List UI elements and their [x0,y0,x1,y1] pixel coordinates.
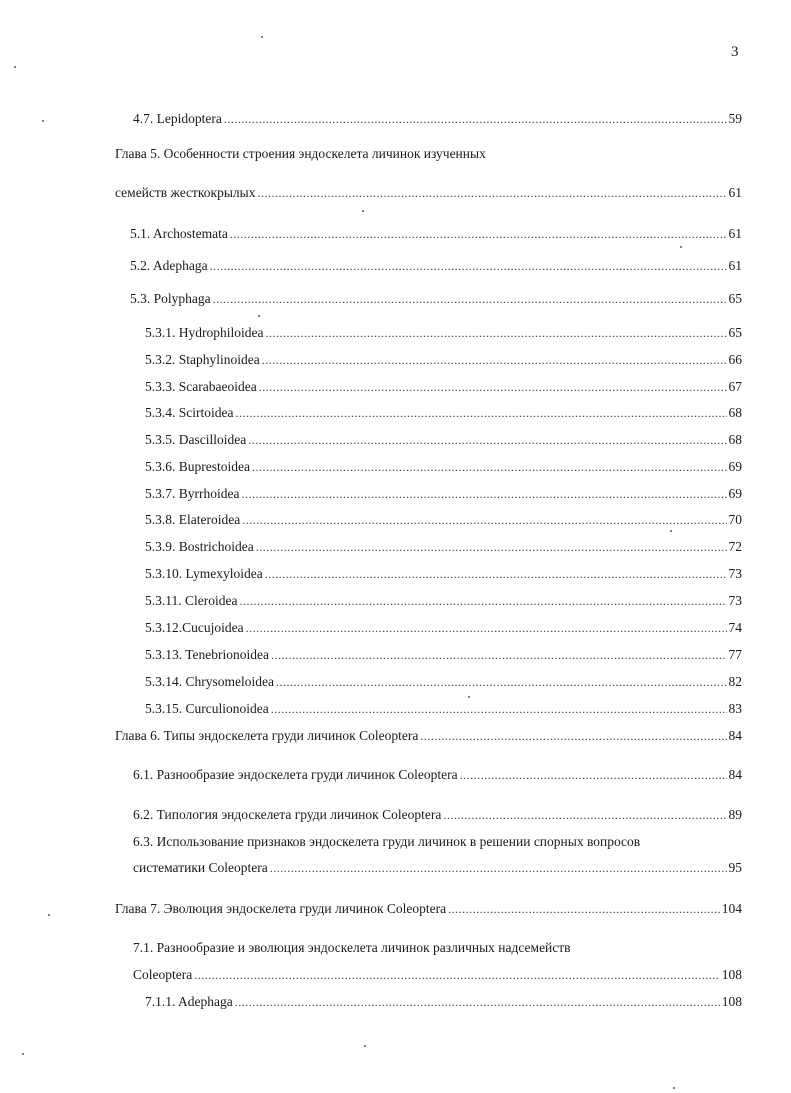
toc-entry-title: 5.1. Archostemata [130,226,228,241]
toc-leader [257,184,726,202]
toc-leader [210,257,727,275]
toc-entry-title: 5.3.13. Tenebrionoidea [145,647,270,662]
toc-entry [133,966,742,984]
toc-entry-title: 5.3.11. Cleroidea [145,593,238,608]
toc-entry-page: 66 [728,352,742,367]
toc-entry [130,290,742,308]
toc-leader [265,324,726,342]
toc-entry-page: 59 [728,111,742,126]
toc-entry-title: Глава 7. Эволюция эндоскелета груди личинок Coleoptera [115,901,447,916]
toc-leader [262,351,727,369]
scan-speck [258,315,260,317]
toc-entry [145,485,742,503]
toc-entry-title: Глава 6. Типы эндоскелета груди личинок Coleoptera [115,728,419,743]
toc-entry-page: 69 [728,486,742,501]
toc-leader [224,110,727,128]
toc-entry-page: 104 [721,901,742,916]
toc-entry-page: 82 [728,674,742,689]
toc-leader [246,619,727,637]
toc-entry-page: 77 [728,647,742,662]
toc-entry-page: 95 [728,860,742,875]
toc-entry-title: 5.3.5. Dascilloidea [145,432,247,447]
toc-entry-title: Глава 5. Особенности строения эндоскелета личинок изученных [115,146,486,161]
scan-speck [673,1087,675,1089]
scan-speck [42,120,44,122]
toc-leader [248,431,726,449]
toc-entry-page: 72 [728,539,742,554]
toc-entry [133,806,742,824]
scan-speck [261,36,263,38]
toc-entry [145,404,742,422]
page-number: 3 [731,44,739,60]
toc-entry-page: 65 [728,291,742,306]
toc-entry-title: семейств жесткокрылых [115,185,256,200]
toc-leader [276,673,727,691]
toc-entry-title: 5.3.2. Staphylinoidea [145,352,260,367]
scan-speck [48,914,50,916]
toc-entry [145,592,742,610]
toc-entry [145,565,742,583]
toc-entry [145,700,742,718]
toc-entry [145,646,742,664]
toc-entry-title: 4.7. Lepidoptera [133,111,222,126]
toc-leader [443,806,726,824]
toc-entry [145,538,742,556]
scan-speck [468,696,470,698]
scan-speck [670,530,672,532]
toc-leader [420,727,726,745]
toc-leader [270,859,727,877]
toc-leader [252,458,727,476]
toc-leader [194,966,720,984]
toc-entry [145,458,742,476]
toc-entry-title: 5.3.7. Byrrhoidea [145,486,240,501]
toc-entry [115,727,742,745]
toc-entry [145,673,742,691]
toc-entry-page: 65 [728,325,742,340]
toc-entry [145,378,742,396]
toc-leader [271,700,727,718]
toc-entry-page: 83 [728,701,742,716]
toc-entry-title: 6.3. Использование признаков эндоскелета груди личинок в решении спорных вопросов [133,834,641,849]
toc-entry-title: 5.3.1. Hydrophiloidea [145,325,264,340]
toc-entry [145,993,742,1011]
toc-entry-page: 73 [728,593,742,608]
toc-leader [213,290,727,308]
toc-entry [145,511,742,529]
toc-leader [239,592,726,610]
toc-entry-title: 5.3.3. Scarabaeoidea [145,379,257,394]
toc-entry-page: 61 [728,258,742,273]
toc-entry-title: 5.3. Polyphaga [130,291,211,306]
toc-entry [145,324,742,342]
toc-entry [130,257,742,275]
toc-entry [133,859,742,877]
toc-entry-title: 5.3.9. Bostrichoidea [145,539,254,554]
toc-entry-page: 68 [728,432,742,447]
toc-leader [241,485,726,503]
toc-leader [259,378,727,396]
toc-entry-title: 7.1. Разнообразие и эволюция эндоскелета личинок различных надсемейств [133,940,571,955]
toc-leader [448,900,720,918]
toc-entry [145,431,742,449]
toc-entry-title: 5.3.4. Scirtoidea [145,405,234,420]
toc-entry-page: 68 [728,405,742,420]
toc-entry [115,900,742,918]
toc-entry-page: 61 [728,226,742,241]
toc-entry-page: 89 [728,807,742,822]
toc-entry [130,225,742,243]
toc-entry [145,619,742,637]
toc-entry [133,766,742,784]
toc-entry-page: 70 [728,512,742,527]
toc-leader [256,538,727,556]
toc-entry-page: 69 [728,459,742,474]
scan-speck [362,210,364,212]
scan-speck [14,66,16,68]
toc-leader [460,766,727,784]
toc-entry-title: 5.3.14. Chrysomeloidea [145,674,274,689]
toc-entry-title: Coleoptera [133,967,193,982]
toc-entry-title: 5.3.10. Lymexyloidea [145,566,263,581]
toc-leader [265,565,727,583]
toc-entry-page: 61 [728,185,742,200]
toc-entry [145,351,742,369]
toc-leader [242,511,726,529]
toc-entry-page: 67 [728,379,742,394]
toc-entry-title: 6.2. Типология эндоскелета груди личинок Coleoptera [133,807,442,822]
toc-entry-title: 5.3.15. Curculionoidea [145,701,269,716]
toc-entry-page: 108 [721,967,742,982]
toc-entry-page: 84 [728,767,742,782]
toc-leader [271,646,726,664]
toc-entry-title: 5.3.8. Elateroidea [145,512,241,527]
toc-entry-title: 7.1.1. Adephaga [145,994,233,1009]
scan-speck [22,1053,24,1055]
toc-leader [235,404,726,422]
toc-entry-title: 6.1. Разнообразие эндоскелета груди личинок Coleoptera [133,767,458,782]
toc-entry-title: систематики Coleoptera [133,860,268,875]
toc-entry-page: 108 [721,994,742,1009]
scan-speck [364,1045,366,1047]
toc-entry-title: 5.3.6. Buprestoidea [145,459,250,474]
toc-entry-page: 73 [728,566,742,581]
toc-entry-title: 5.2. Adephaga [130,258,208,273]
toc-entry-title: 5.3.12.Cucujoidea [145,620,244,635]
scan-speck [680,246,682,248]
toc-entry-page: 74 [728,620,742,635]
toc-leader [235,993,720,1011]
toc-entry-page: 84 [728,728,742,743]
toc-entry [133,110,742,128]
toc-entry [115,184,742,202]
toc-leader [230,225,727,243]
